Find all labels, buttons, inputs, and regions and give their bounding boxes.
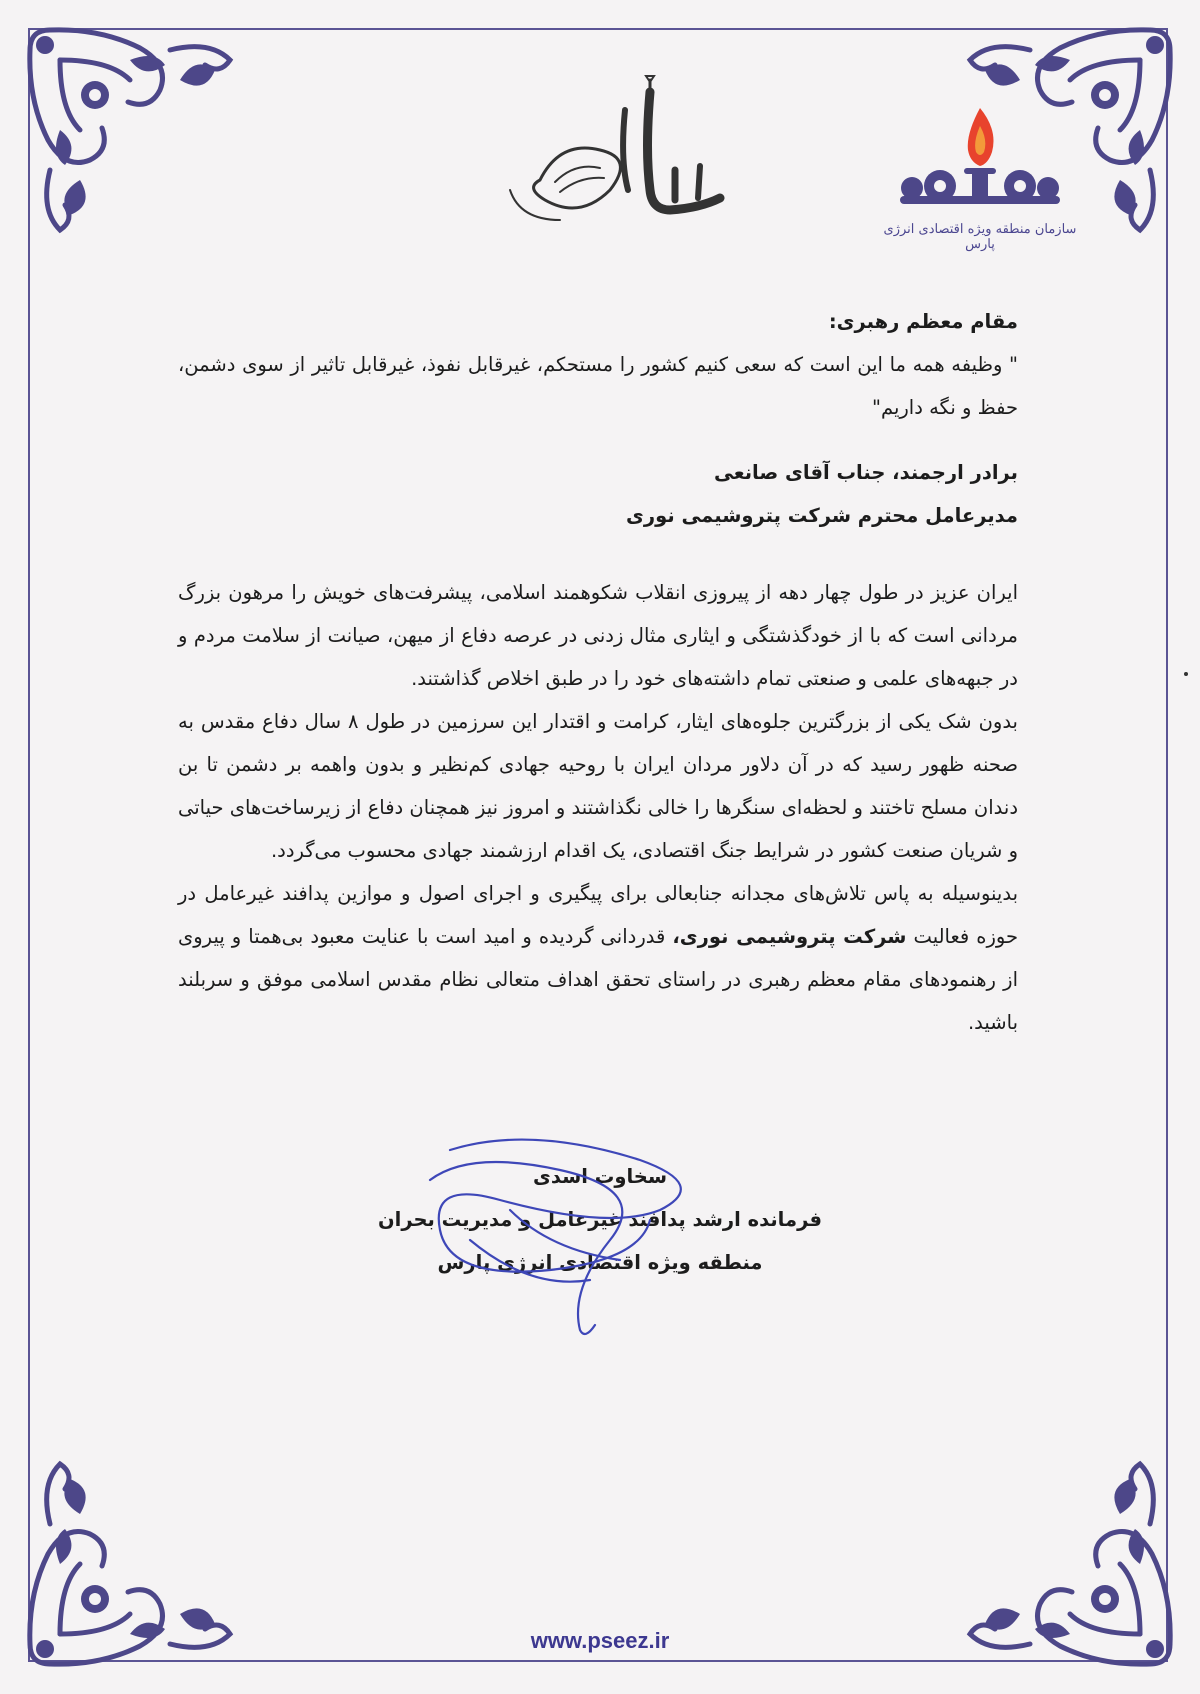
letter-content xyxy=(178,300,1018,1044)
company-name-bold: شرکت پتروشیمی نوری، xyxy=(672,925,907,948)
signer-name: سخاوت اسدی xyxy=(532,1165,668,1188)
website-url: www.pseez.ir xyxy=(530,1628,670,1653)
flame-logo-icon xyxy=(880,100,1080,210)
signature-block xyxy=(370,1155,830,1284)
body-paragraph-3 xyxy=(178,872,1018,1044)
organization-logo xyxy=(880,100,1080,250)
body-paragraph-3-end: قدردانی گردیده و امید است با عنایت معبود بی‌همتا و پیروی از رهنمودهای مقام معظم رهبری در راستای تحقق اهداف متعالی نظام مقدس اسلامی موفق و سربلند باشید. xyxy=(178,925,1018,1034)
signer-title: فرمانده ارشد پدافند غیرعامل و مدیریت بحران xyxy=(378,1208,822,1231)
body-paragraph-2: بدون شک یکی از بزرگترین جلوه‌های ایثار، کرامت و اقتدار این سرزمین در طول ۸ سال دفاع مقدس به صحنه ظهور رسید که در آن دلاور مردان ایران با روحیه جهادی کم‌نظیر و بدون واهمه بر دشمن تا بن دندان مسلح تاختند و لحظه‌ای سنگرها را خالی نگذاشتند و امروز نیز همچنان دفاع از زیرساخت‌های حیاتی و شریان صنعت کشور در شرایط جنگ اقتصادی، یک اقدام ارزشمند جهادی محسوب می‌گردد. xyxy=(178,710,1018,862)
addressee-line-1: برادر ارجمند، جناب آقای صانعی xyxy=(714,461,1018,484)
quote-text: " وظیفه همه ما این است که سعی کنیم کشور را مستحکم، غیرقابل نفوذ، غیرقابل تاثیر از سوی دشمن، حفظ و نگه داریم" xyxy=(178,353,1018,419)
addressee-line-2: مدیرعامل محترم شرکت پتروشیمی نوری xyxy=(626,504,1018,527)
body-paragraph-3-start: بدینوسیله به پاس تلاش‌های مجدانه جنابعالی برای پیگیری و اجرای اصول و موازین پدافند غیرعامل در حوزه فعالیت xyxy=(178,882,1019,948)
quote-title: مقام معظم رهبری: xyxy=(828,310,1018,333)
logo-caption: سازمان منطقه ویژه اقتصادی انرژی پارس xyxy=(883,222,1077,252)
margin-dot xyxy=(1184,672,1188,676)
body-paragraph-1: ایران عزیز در طول چهار دهه از پیروزی انقلاب شکوهمند اسلامی، پیشرفت‌های خویش را مرهون بزرگ مردانی است که با از خودگذشتگی و ایثاری مثال زدنی در عرصه دفاع از میهن، صیانت از سلامت مردم و در جبهه‌های علمی و صنعتی تمام داشته‌های خود را در طبق اخلاص گذاشتند. xyxy=(178,581,1018,690)
corner-ornament-top-left xyxy=(20,20,260,260)
signer-organization: منطقه ویژه اقتصادی انرژی پارس xyxy=(437,1251,763,1274)
basmala-calligraphy-icon xyxy=(500,70,740,230)
